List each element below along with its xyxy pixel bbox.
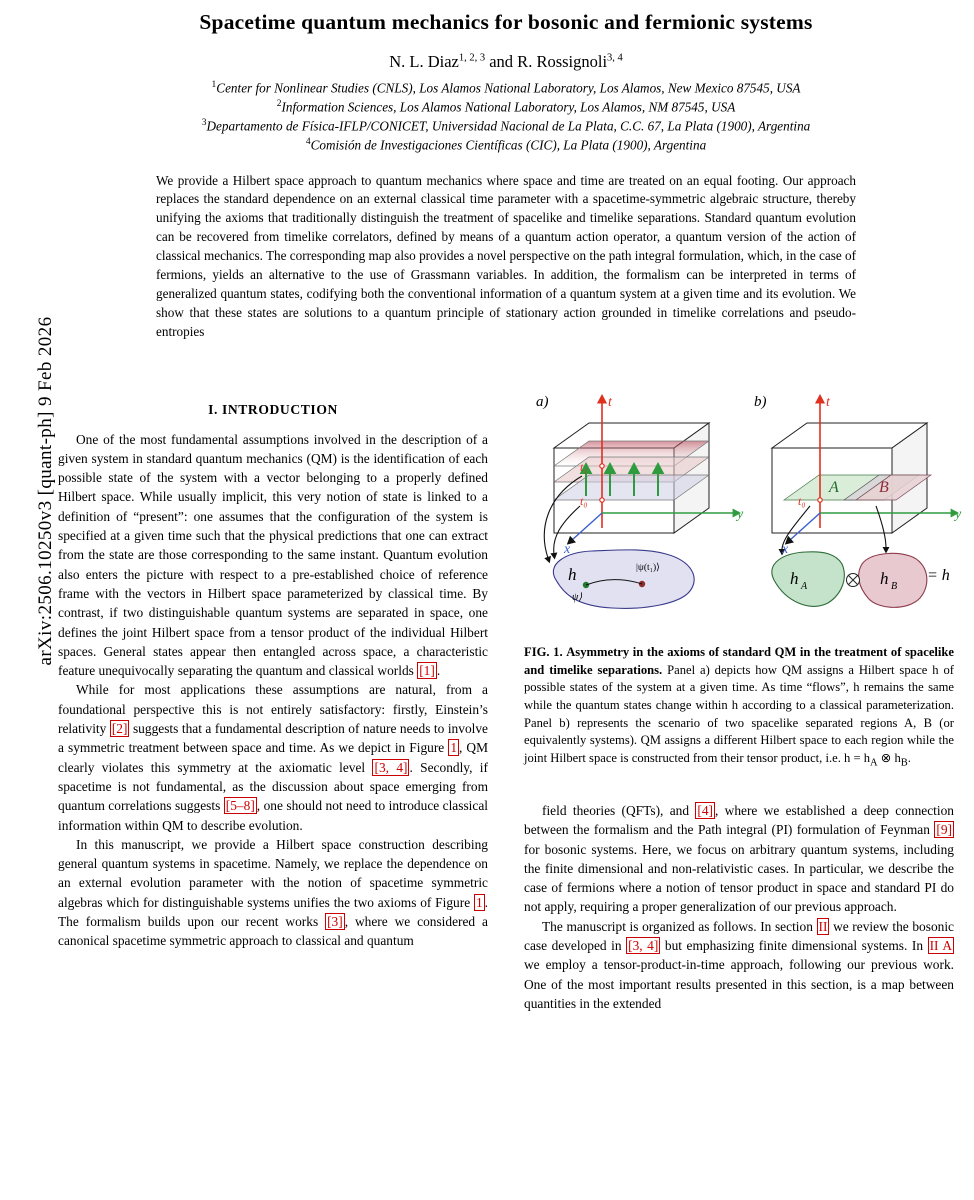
panel-b-label: b): [754, 394, 767, 410]
affiliation-2-mark: 2: [276, 99, 282, 110]
region-B-label: B: [879, 479, 889, 496]
affiliation-4-text: Comisión de Investigaciones Científicas (CIC), La Plata (1900), Argentina: [310, 137, 707, 153]
affiliation-2: [58, 98, 954, 117]
figure-1-caption-c: .: [907, 750, 911, 765]
t0-label-b: t₀: [798, 494, 806, 508]
figure-1-graphic: [524, 388, 962, 636]
panel-b-diagram: [754, 394, 962, 607]
paragraph-intro-3: In this manuscript, we provide a Hilbert space construction describing general quantum systems in spacetime. Namely, we replace the dependence on an external evolution parameter with the notion of spacetime symmetric algebras which for distinguishable systems unifies the two axioms of Figure 1 . The formalism builds upon our recent works [3] , where we considered a canonical spacetime symmetric approach to classical and quantum: [58, 836, 488, 949]
author-conjunction: and R. Rossignoli: [485, 52, 608, 71]
arxiv-stamp: arXiv:2506.10250v3 [quant-ph] 9 Feb 2026: [35, 316, 56, 666]
author-list: [58, 52, 954, 72]
section-reference-II[interactable]: II: [818, 918, 828, 934]
axis-t-label-b: t: [826, 395, 830, 410]
figure-1-caption: [524, 644, 954, 771]
affiliation-3-text: Departamento de Física-IFLP/CONICET, Universidad Nacional de La Plata, C.C. 67, La Plata (1900), Argentina: [206, 118, 811, 134]
figure-1-caption-bold: Asymmetry in the axioms of standard QM in the treatment of spacelike and timelike separations.: [524, 645, 954, 677]
figure-1-caption-subB: B: [900, 757, 908, 769]
figure-reference-1b[interactable]: 1: [475, 894, 483, 910]
citation-1[interactable]: [1]: [419, 663, 435, 679]
abstract: We provide a Hilbert space approach to quantum mechanics where space and time are treated on an equal footing. Our approach replaces the standard dependence on an external classical time parameter with a spacetime-symmetric algebraic structure, thereby unifying the axioms that traditionally distinguish the treatment of spacelike and timelike separations. Standard quantum evolution can be recovered from timelike correlators, defined by means of a quantum action operator, a quantum version of the action of classical mechanics. The corresponding map also provides a novel perspective on the path integral formulation, which, in the case of fermions, yields an alternative to the use of Grassmann variables. In addition, the formalism can be interpreted in terms of generalized quantum states, codifying both the conventional information of a quantum system at a given time and its evolution. We show that these states are solutions to a quantum principle of stationary action grounded in timelike correlations and pseudo-entropies: [156, 172, 856, 339]
affiliation-4: [58, 136, 954, 155]
figure-1-svg: [524, 388, 962, 636]
paragraph-intro-1: One of the most fundamental assumptions involved in the description of a given system in standard quantum mechanics (QM) is the identification of each possible state of the system with a vector belonging to a properly defined Hilbert space. While usually implicit, this very notion of state is linked to a definition of “present”: one assumes that the configuration of the system is specified at a given time such that the physical predictions that one can extract from the state are those corresponding to the same instant. Quantum evolution also enters the picture with respect to a pre-established choice of reference frame with the vectors in Hilbert space parameterized by classical time. By contrast, if two distinguishable quantum systems are separated in space, one defines the joint Hilbert space from a tensor product of the individual Hilbert spaces. General states appear then entangled across space, a characteristic feature unequivocally separating the quantum and classical worlds [1] .: [58, 431, 488, 679]
affiliation-3-mark: 3: [201, 118, 207, 129]
axis-x-label-b: x: [782, 542, 789, 557]
citation-3-4b[interactable]: [3, 4]: [628, 938, 659, 954]
region-A-label: A: [829, 479, 839, 496]
hilbert-space-hA-sub: A: [801, 581, 808, 592]
axis-y-label-b: y: [955, 507, 962, 522]
affiliation-3: [58, 117, 954, 136]
citation-3-4[interactable]: [3, 4]: [374, 759, 408, 775]
axis-y-label-a: y: [737, 507, 744, 522]
affiliation-2-text: Information Sciences, Los Alamos National Laboratory, Los Alamos, NM 87545, USA: [281, 99, 736, 115]
right-column: [524, 388, 962, 1013]
section-reference-IIA[interactable]: II A: [929, 938, 952, 954]
page-title: Spacetime quantum mechanics for bosonic and fermionic systems: [199, 10, 813, 34]
axis-x-label-a: x: [564, 542, 571, 557]
citation-9[interactable]: [9]: [936, 822, 952, 838]
affiliation-list: [58, 79, 954, 156]
figure-1-caption-subA: A: [870, 757, 878, 769]
paragraph-intro-2: While for most applications these assumptions are natural, from a foundational perspective this is not entirely satisfactory: firstly, Einstein’s relativity [2] suggests that a fundamental description of nature needs to involve a symmetric treatment between space and time. As we depict in Figure 1 , QM clearly violates this symmetry at the axiomatic level [3, 4] . Secondly, if spacetime is not fundamental, as the discussion about space emerging from quantum correlations suggests [5–8] , one should not need to introduce classical information within QM to describe evolution.: [58, 682, 488, 833]
hilbert-space-hA-label: h: [790, 569, 799, 588]
section-heading-introduction: I. INTRODUCTION: [208, 402, 338, 417]
figure-reference-1[interactable]: 1: [450, 740, 458, 756]
affiliation-4-mark: 4: [305, 137, 311, 148]
psi0-label: ψ⟩: [572, 592, 583, 603]
citation-3[interactable]: [3]: [327, 913, 343, 929]
author-1: N. L. Diaz: [389, 52, 459, 71]
hilbert-space-hB-sub: B: [891, 581, 898, 592]
equals-h-label: = h: [927, 567, 950, 584]
hilbert-space-hB-label: h: [880, 569, 889, 588]
panel-a-label: a): [536, 394, 549, 410]
figure-1-caption-b: ⊗ h: [877, 750, 901, 765]
citation-4[interactable]: [4]: [697, 802, 713, 818]
psi-t1-label: |ψ(t₁)⟩: [636, 563, 660, 573]
axis-t-label-a: t: [608, 395, 612, 410]
paragraph-right-1: field theories (QFTs), and [4] , where we established a deep connection between the formalism and the Path integral (PI) formulation of Feynman [9] for bosonic systems. Here, we focus on arbitrary quantum systems, including the finite dimensional and non-relativistic cases. In particular, we describe the case of fermions where a notion of tensor product in space and standard PI do not apply, requiring a proper generalization of our previous approach.: [524, 802, 954, 915]
paper-header: [58, 0, 954, 341]
author-2-affil-marks: 3, 4: [607, 52, 623, 64]
t0-label: t₀: [580, 494, 588, 508]
figure-1-caption-a: Panel a) depicts how QM assigns a Hilbert space h of possible states of the system at a given time. As time “flows”, h remains the same while the quantum states change within h according to a classical parameterization. Panel b) represents the scenario of two spacelike separated regions A, B (or equivalently systems). QM assigns a different Hilbert space to each region while the joint Hilbert space is constructed from their tensor product, i.e. h = h: [524, 662, 954, 765]
affiliation-1: [58, 79, 954, 98]
panel-a-diagram: [536, 394, 744, 608]
t1-label: t₁: [580, 460, 588, 474]
affiliation-1-mark: 1: [211, 80, 217, 90]
paragraph-right-2: The manuscript is organized as follows. In section II we review the bosonic case developed in [3, 4] but emphasizing finite dimensional systems. In II A we employ a tensor-product-in-time approach, following our previous work. One of the most important results presented in this section, is a map between quantities in the extended: [524, 918, 954, 1011]
author-1-affil-marks: 1, 2, 3: [458, 52, 486, 64]
left-column: [58, 388, 488, 951]
citation-5-8[interactable]: [5–8]: [225, 798, 255, 814]
hilbert-space-h-label-a: h: [568, 565, 577, 584]
affiliation-1-text: Center for Nonlinear Studies (CNLS), Los Alamos National Laboratory, Los Alamos, New Mexico 87545, USA: [216, 80, 801, 96]
body-columns: [58, 388, 962, 1200]
figure-1-label: FIG. 1.: [524, 645, 563, 659]
citation-2[interactable]: [2]: [111, 721, 128, 737]
